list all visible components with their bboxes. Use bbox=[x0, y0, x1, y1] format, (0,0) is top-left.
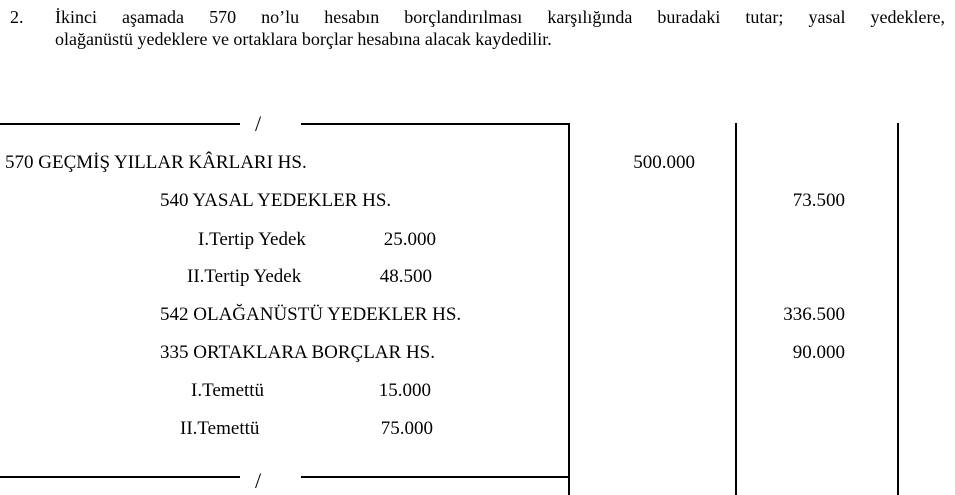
credit-amount-540: 73.500 bbox=[792, 190, 845, 211]
debit-amount-570: 500.000 bbox=[633, 152, 695, 173]
sub-label-temettu-1: I.Temettü bbox=[191, 380, 265, 401]
credit-account-542: 542 OLAĞANÜSTÜ YEDEKLER HS. bbox=[160, 304, 462, 325]
top-separator: / bbox=[255, 111, 262, 136]
vertical-rule-1 bbox=[568, 123, 570, 495]
sub-label-tertip-2: II.Tertip Yedek bbox=[187, 266, 302, 287]
credit-amount-335: 90.000 bbox=[792, 342, 845, 363]
sub-amount-tertip-1: 25.000 bbox=[383, 229, 436, 250]
bottom-separator: / bbox=[255, 468, 262, 493]
intro-line-2: olağanüstü yedeklere ve ortaklara borçlar hesabına alacak kaydedilir. bbox=[55, 29, 552, 49]
intro-line-1: İkinci aşamada 570 no’lu hesabın borçlandırılması karşılığında buradaki tutar; yasal yedeklere, bbox=[55, 7, 945, 27]
bottom-rule-right bbox=[301, 476, 569, 478]
top-rule-right bbox=[301, 123, 569, 125]
sub-label-temettu-2: II.Temettü bbox=[180, 418, 260, 439]
vertical-rule-3 bbox=[897, 123, 899, 495]
credit-amount-542: 336.500 bbox=[783, 304, 845, 325]
item-number: 2. bbox=[10, 7, 24, 27]
sub-amount-temettu-2: 75.000 bbox=[380, 418, 433, 439]
credit-account-540: 540 YASAL YEDEKLER HS. bbox=[160, 190, 392, 211]
bottom-rule-left bbox=[0, 476, 240, 478]
sub-amount-tertip-2: 48.500 bbox=[379, 266, 432, 287]
sub-amount-temettu-1: 15.000 bbox=[378, 380, 431, 401]
credit-account-335: 335 ORTAKLARA BORÇLAR HS. bbox=[160, 342, 435, 363]
top-rule-left bbox=[0, 123, 240, 125]
sub-label-tertip-1: I.Tertip Yedek bbox=[198, 229, 306, 250]
debit-account-570: 570 GEÇMİŞ YILLAR KÂRLARI HS. bbox=[5, 152, 307, 173]
vertical-rule-2 bbox=[735, 123, 737, 495]
